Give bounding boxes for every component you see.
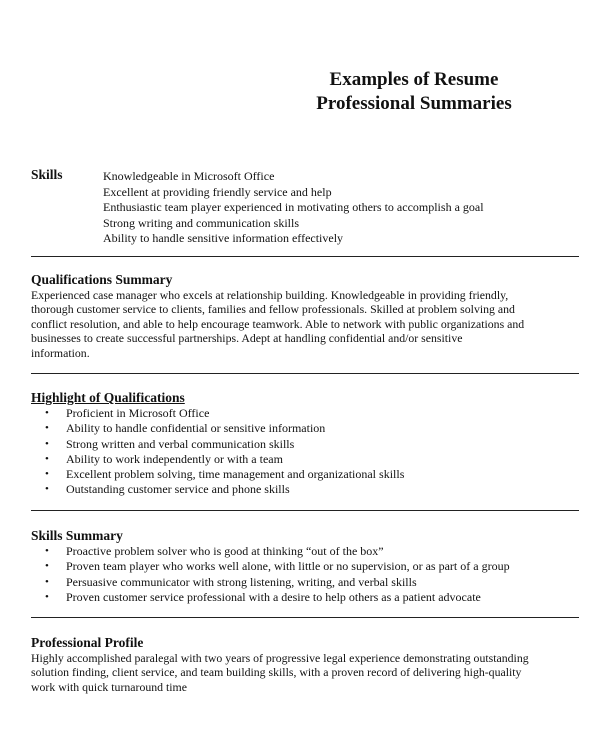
- paragraph-line: conflict resolution, and able to help encourage teamwork. Able to network with public organizations and: [31, 316, 525, 331]
- section-heading: Professional Profile: [31, 635, 144, 650]
- paragraph-line: information.: [31, 345, 90, 360]
- bullet-icon: •: [45, 422, 49, 435]
- list-item: • Ability to work independently or with a team: [45, 451, 283, 466]
- bullet-list: [31, 544, 579, 605]
- paragraph-line: thorough customer service to clients, families and fellow professionals. Skilled at problem solving and: [31, 302, 515, 317]
- list-item: • Proven customer service professional with a desire to help others as a patient advocate: [45, 589, 481, 604]
- skills-item: Ability to handle sensitive information effectively: [103, 231, 344, 245]
- qualifications-summary-section: [31, 271, 579, 360]
- bullet-icon: •: [45, 560, 49, 573]
- list-item: • Proven team player who works well alone, with little or no supervision, or as part of a group: [45, 559, 510, 574]
- list-item: • Ability to handle confidential or sensitive information: [45, 421, 326, 436]
- bullet-icon: •: [45, 407, 49, 419]
- section-heading: Qualifications Summary: [31, 272, 173, 287]
- list-item: • Proactive problem solver who is good at thinking “out of the box”: [45, 544, 384, 558]
- highlight-of-qualifications-section: [31, 389, 579, 498]
- list-item: • Persuasive communicator with strong listening, writing, and verbal skills: [45, 574, 417, 589]
- list-item: • Outstanding customer service and phone skills: [45, 482, 290, 497]
- section-heading: Skills Summary: [31, 528, 123, 543]
- document-title: [0, 68, 600, 116]
- bullet-icon: •: [45, 452, 49, 465]
- professional-profile-section: [31, 634, 579, 694]
- list-item: • Proficient in Microsoft Office: [45, 406, 210, 420]
- skills-item: Enthusiastic team player experienced in motivating others to accomplish a goal: [103, 200, 484, 214]
- divider: [31, 617, 579, 618]
- bullet-icon: •: [45, 590, 49, 603]
- paragraph-line: businesses to create successful partnerships. Adept at handling confidential and/or sensitive: [31, 331, 463, 346]
- list-item: • Strong written and verbal communication skills: [45, 436, 295, 451]
- paragraph-line: Experienced case manager who excels at relationship building. Knowledgeable in providing friendly,: [31, 288, 509, 302]
- bullet-icon: •: [45, 483, 49, 496]
- skills-item: Knowledgeable in Microsoft Office: [103, 169, 275, 183]
- paragraph-line: solution finding, client service, and team building skills, with a proven record of delivering high-quality: [31, 665, 522, 680]
- bullet-icon: •: [45, 468, 49, 481]
- paragraph-line: Highly accomplished paralegal with two years of progressive legal experience demonstrating outstanding: [31, 651, 529, 665]
- bullet-icon: •: [45, 545, 49, 557]
- skills-summary-section: [31, 527, 579, 605]
- divider: [31, 256, 579, 257]
- title-line-1: Examples of Resume: [329, 69, 499, 90]
- list-item: • Excellent problem solving, time management and organizational skills: [45, 467, 405, 482]
- bullet-list: [31, 406, 579, 498]
- title-line-2: Professional Summaries: [316, 93, 512, 114]
- skills-item: Excellent at providing friendly service and help: [103, 184, 332, 199]
- bullet-icon: •: [45, 437, 49, 450]
- divider: [31, 373, 579, 374]
- skills-label: Skills: [31, 167, 63, 182]
- bullet-icon: •: [45, 575, 49, 588]
- paragraph-line: work with quick turnaround time: [31, 679, 187, 694]
- divider: [31, 510, 579, 511]
- skills-item: Strong writing and communication skills: [103, 215, 299, 230]
- skills-list: [103, 169, 484, 247]
- section-heading: Highlight of Qualifications: [31, 390, 185, 405]
